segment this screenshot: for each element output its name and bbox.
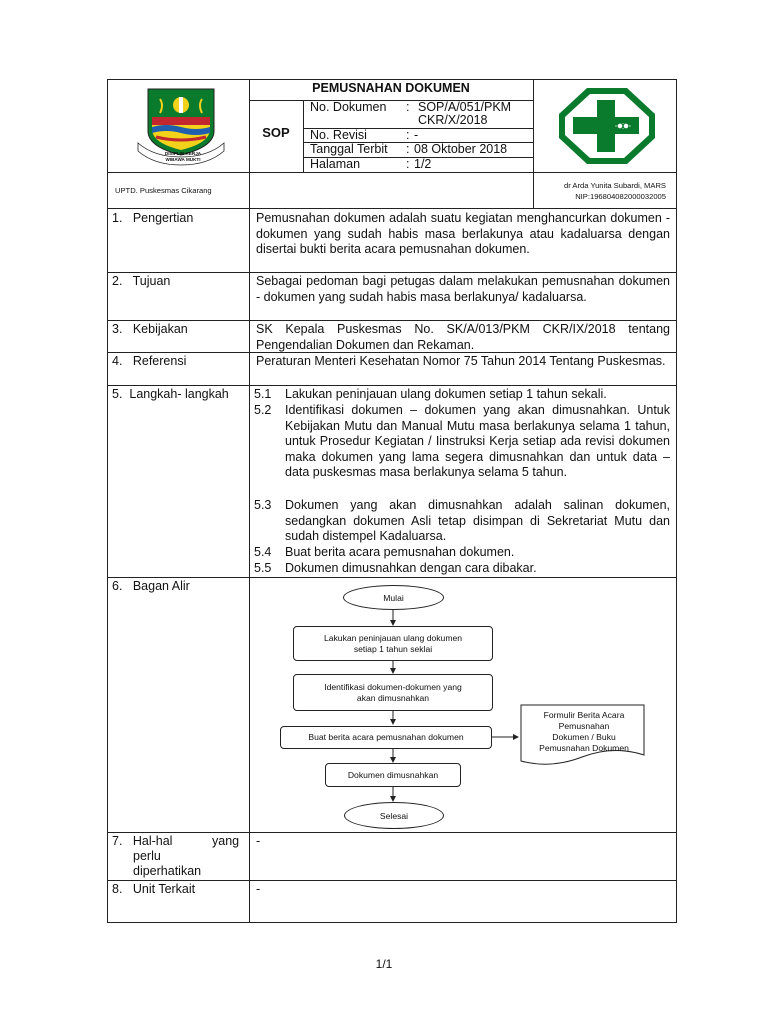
doc-number-sep: : <box>406 100 410 114</box>
issue-date-value: 08 Oktober 2018 <box>414 142 508 156</box>
emblem-banner-text: DISIPLIN KERJA WIBAWA MUKTI <box>164 151 202 162</box>
row-divider-6 <box>107 832 677 833</box>
page-value: 1/2 <box>414 157 432 171</box>
flow-step-record: Buat berita acara pemusnahan dokumen <box>280 726 492 749</box>
document-title: PEMUSNAHAN DOKUMEN <box>312 81 470 95</box>
section-label-hal-hal-diperhatikan: diperhatikan <box>133 864 202 878</box>
puskesmas-logo-icon <box>557 86 657 166</box>
section-text-hal-hal: - <box>256 834 261 848</box>
section-label-unit-terkait: 8. Unit Terkait <box>112 882 196 896</box>
row-divider-1 <box>107 272 677 273</box>
step-5-4 <box>254 545 670 561</box>
section-label-langkah: 5. Langkah- langkah <box>112 387 229 401</box>
step-number: 5.5 <box>254 561 272 575</box>
step-5-3 <box>254 498 670 545</box>
section-label-kebijakan: 3. Kebijakan <box>112 322 188 336</box>
section-label-hal-hal-perlu: perlu <box>133 849 161 863</box>
page-sep: : <box>406 157 410 171</box>
flow-end: Selesai <box>344 802 444 829</box>
signer-name: dr Arda Yunita Subardi, MARS <box>563 181 666 190</box>
section-text-tujuan: Sebagai pedoman bagi petugas dalam melakukan pemusnahan dokumen - dokumen yang sudah habis masa berlakunya/ kadaluarsa. <box>256 274 670 304</box>
step-5-5 <box>254 561 670 577</box>
section-text-kebijakan: SK Kepala Puskesmas No. SK/A/013/PKM CKR/IX/2018 tentang Pengendalian Dokumen dan Rekaman. <box>256 322 670 352</box>
row-divider-4 <box>107 385 677 386</box>
doc-number-value: SOP/A/051/PKM <box>418 100 512 114</box>
section-label-referensi: 4. Referensi <box>112 354 187 368</box>
section-label-tujuan: 2. Tujuan <box>112 274 171 288</box>
step-number: 5.1 <box>254 387 272 401</box>
flow-step-identify-line2: akan dimusnahkan <box>356 692 430 703</box>
flow-step-identify <box>293 674 493 711</box>
header-divider-bottom <box>107 172 677 173</box>
institution-name: UPTD. Puskesmas Cikarang <box>115 186 212 195</box>
issue-date-sep: : <box>406 142 410 156</box>
section-text-referensi: Peraturan Menteri Kesehatan Nomor 75 Tahun 2014 Tentang Puskesmas. <box>256 354 666 368</box>
step-text: Dokumen yang akan dimusnahkan adalah salinan dokumen, sedangkan dokumen Asli tetap disimpan di Sekretariat Mutu dan sudah distempel Kadaluarsa. <box>285 498 670 544</box>
flow-document-line3: Dokumen / Buku <box>552 732 616 742</box>
flow-step-review-line2: setiap 1 tahun seklai <box>353 643 433 654</box>
header-divider-sop <box>303 100 304 172</box>
section-label-hal-hal: 7. Hal-hal <box>112 834 173 848</box>
doc-number-value-2: CKR/X/2018 <box>418 113 488 127</box>
row-divider-2 <box>107 320 677 321</box>
flow-step-review <box>293 626 493 661</box>
issue-date-label: Tanggal Terbit <box>310 142 388 156</box>
step-number: 5.3 <box>254 498 272 512</box>
flow-document-line2: Pemusnahan <box>558 721 610 731</box>
signer-nip: NIP:196804082000032005 <box>575 192 666 201</box>
flow-document-label <box>523 710 645 754</box>
sop-label: SOP <box>262 125 290 140</box>
step-number: 5.2 <box>254 403 272 417</box>
revision-label: No. Revisi <box>310 128 367 142</box>
step-5-1 <box>254 387 670 403</box>
revision-sep: : <box>406 128 410 142</box>
row-divider-7 <box>107 880 677 881</box>
section-text-unit-terkait: - <box>256 882 261 896</box>
revision-value: - <box>414 128 419 142</box>
page-label: Halaman <box>310 157 361 171</box>
flow-step-review-line1: Lakukan peninjauan ulang dokumen <box>323 632 463 643</box>
step-text: Lakukan peninjauan ulang dokumen setiap 1 tahun sekali. <box>285 387 607 401</box>
section-label-pengertian: 1. Pengertian <box>112 211 194 225</box>
step-text: Dokumen dimusnahkan dengan cara dibakar. <box>285 561 537 575</box>
doc-number-label: No. Dokumen <box>310 100 387 114</box>
section-text-pengertian: Pemusnahan dokumen adalah suatu kegiatan menghancurkan dokumen - dokumen yang sudah habis masa berlakunya atau kadaluarsa dengan disertai bukti berita acara pemusnahan dokumen. <box>256 211 670 257</box>
flow-document-line1: Formulir Berita Acara <box>543 710 625 720</box>
flow-start: Mulai <box>343 585 444 610</box>
step-text: Identifikasi dokumen – dokumen yang akan dimusnahkan. Untuk Kebijakan Mutu dan Manual Mutu masa berlakunya selama 1 tahun, untuk Prosedur Kegiatan / Iinstruksi Kerja setiap ada revisi dokumen maka dokumen yang lama segera dimusnahkan dan untuk data – data puskesmas masa berlakunya selama 5 tahun. <box>285 403 670 480</box>
step-5-2 <box>254 403 670 497</box>
section-label-hal-hal-yang: yang <box>212 834 240 848</box>
flow-step-identify-line1: Identifikasi dokumen-dokumen yang <box>324 681 462 692</box>
flow-document-line4: Pemusnahan Dokumen <box>539 743 629 753</box>
step-number: 5.4 <box>254 545 272 559</box>
flow-step-destroy: Dokumen dimusnahkan <box>325 763 461 787</box>
section-label-bagan-alir: 6. Bagan Alir <box>112 579 190 593</box>
step-text: Buat berita acara pemusnahan dokumen. <box>285 545 515 559</box>
page-footer: 1/1 <box>375 957 393 971</box>
header-divider-left <box>249 79 250 209</box>
